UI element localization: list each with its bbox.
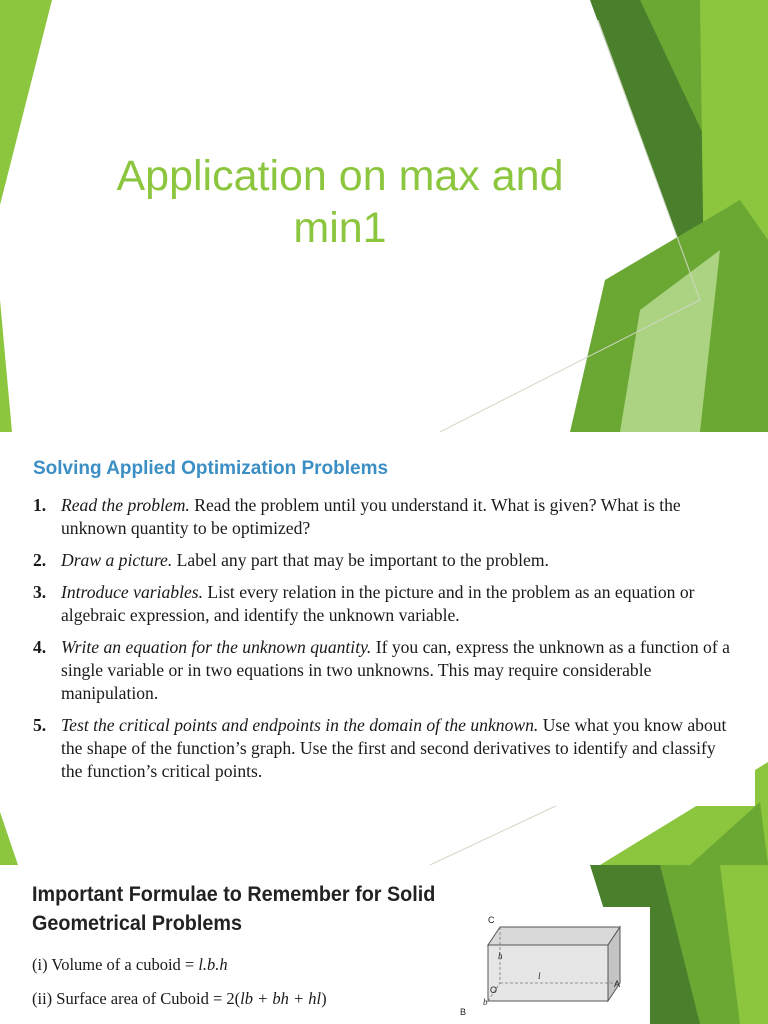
step-text (61, 494, 739, 540)
label-a: A (614, 979, 621, 989)
left-triangle-bottom (0, 300, 12, 432)
step-text (61, 714, 739, 783)
step-rest: Label any part that may be important to the problem. (172, 550, 549, 570)
step-text (61, 581, 739, 627)
step-number: 1. (33, 495, 47, 515)
step-number: 4. (33, 637, 47, 657)
step-number: 5. (33, 715, 47, 735)
thin-line (430, 804, 560, 865)
formula-volume (32, 955, 228, 975)
step-rest: List every relation in the picture and in the problem as an equation or algebraic expression, and identify the unknown variable. (61, 582, 695, 625)
panel-heading: Solving Applied Optimization Problems (33, 458, 389, 479)
step-rest: Read the problem until you understand it. What is given? What is the unknown quantity to be optimized? (61, 495, 681, 538)
step-rest: If you can, express the unknown as a function of a single variable or in two equations in two unknowns. This may require considerable manipulation. (61, 637, 730, 703)
step-item (33, 581, 739, 627)
formula-close: ) (321, 989, 327, 1008)
step-item (33, 549, 739, 572)
step-number: 2. (33, 550, 47, 570)
step-item (33, 714, 739, 783)
formula-label: (ii) Surface area of Cuboid = 2( (32, 989, 241, 1008)
step-item (33, 636, 739, 705)
formula-surface-area (32, 989, 327, 1009)
label-o: O (490, 985, 498, 995)
label-h: h (498, 951, 503, 961)
step-item (33, 494, 739, 540)
step-text (61, 636, 739, 705)
left-triangle-top (0, 0, 52, 205)
step-lead: Introduce variables. (61, 582, 204, 602)
cuboid-figure (448, 907, 650, 1024)
formula-expression: l.b.h (198, 955, 228, 974)
cuboid-diagram (448, 907, 650, 1024)
steps-list (33, 494, 739, 792)
formulae-slide (0, 865, 768, 1024)
slide-title: Application on max and min1 (116, 152, 564, 252)
left-corner-shape (0, 812, 18, 865)
step-lead: Draw a picture. (61, 550, 173, 570)
step-number: 3. (33, 582, 47, 602)
formulae-heading: Important Formulae to Remember for Solid Geometrical Problems (32, 882, 436, 935)
step-text (61, 549, 739, 572)
formula-expression: lb + bh + hl (240, 989, 322, 1008)
label-b: b (483, 997, 488, 1007)
cuboid-front-face (488, 945, 608, 1001)
title-slide (0, 0, 768, 432)
step-lead: Write an equation for the unknown quantity. (61, 637, 372, 657)
optimization-slide (0, 432, 768, 865)
step-rest: Use what you know about the shape of the function’s graph. Use the first and second derivatives to identify and classify the function’s critical points. (61, 715, 727, 781)
label-b-corner: B (460, 1007, 467, 1017)
optimization-steps-image (15, 438, 755, 806)
step-lead: Read the problem. (61, 495, 190, 515)
formula-label: (i) Volume of a cuboid = (32, 955, 199, 974)
label-l: l (538, 971, 541, 981)
cuboid-top-face (488, 927, 620, 945)
step-lead: Test the critical points and endpoints in the domain of the unknown. (61, 715, 539, 735)
label-c: C (488, 915, 495, 925)
